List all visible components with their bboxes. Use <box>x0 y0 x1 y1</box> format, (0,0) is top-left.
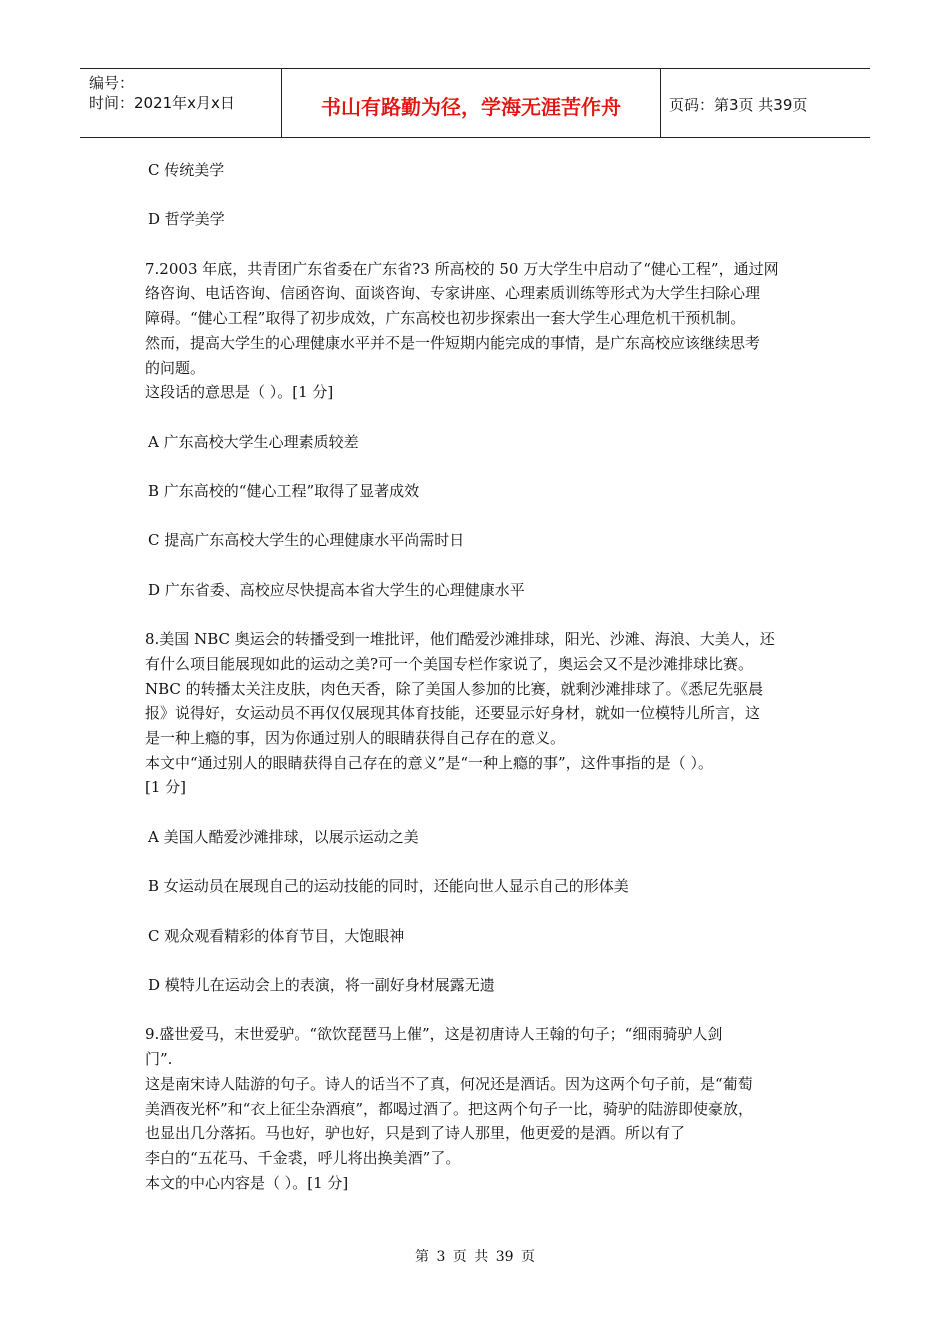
text-line: 的问题。 <box>145 358 206 377</box>
header-motto-cell <box>282 69 661 137</box>
blank-line <box>145 553 825 578</box>
text-line: 本文中“通过别人的眼睛获得自己存在的意义”是“一种上瘾的事”，这件事指的是（ ）。 <box>145 753 713 772</box>
blank-line <box>145 603 825 628</box>
text-line: 也显出几分落拓。马也好，驴也好，只是到了诗人那里，他更爱的是酒。所以有了 <box>145 1124 686 1143</box>
date-label: 时间：2021年x月x日 <box>89 94 235 112</box>
answer-option: C 观众观看精彩的体育节目，大饱眼神 <box>148 926 405 945</box>
answer-option: A 美国人酷爱沙滩排球，以展示运动之美 <box>148 827 419 846</box>
text-line: [1 分] <box>145 778 187 797</box>
motto-text: 书山有路勤为径，学海无涯苦作舟 <box>321 95 621 119</box>
text-line: 美酒夜光杯”和“衣上征尘杂酒痕”，都喝过酒了。把这两个句子一比，骑驴的陆游即使豪放， <box>145 1099 754 1118</box>
answer-option: C 提高广东高校大学生的心理健康水平尚需时日 <box>148 531 465 550</box>
page-footer: 第 3 页 共 39 页 <box>415 1249 535 1265</box>
header-info-cell <box>80 69 282 137</box>
text-line: 这是南宋诗人陆游的句子。诗人的话当不了真，何况还是酒话。因为这两个句子前，是“葡萄 <box>145 1074 753 1093</box>
page-header <box>80 68 870 138</box>
text-line: 然而，提高大学生的心理健康水平并不是一件短期内能完成的事情，是广东高校应该继续思考 <box>145 333 761 352</box>
text-line: 8.美国 NBC 奥运会的转播受到一堆批评，他们酷爱沙滩排球，阳光、沙滩、海浪、大美人，还 <box>145 630 775 649</box>
text-line: 有什么项目能展现如此的运动之美?可一个美国专栏作家说了，奥运会又不是沙滩排球比赛。 <box>145 654 754 673</box>
blank-line <box>145 998 825 1023</box>
text-line: NBC 的转播太关注皮肤，肉色天香，除了美国人参加的比赛，就剩沙滩排球了。《悉尼先驱晨 <box>145 679 764 698</box>
text-line: 门”. <box>145 1050 173 1069</box>
header-page-cell <box>661 69 870 137</box>
blank-line <box>145 183 825 208</box>
blank-line <box>145 850 825 875</box>
answer-option: D 广东省委、高校应尽快提高本省大学生的心理健康水平 <box>148 580 525 599</box>
text-line: 报》说得好，女运动员不再仅仅展现其体育技能，还要显示好身材，就如一位模特儿所言，这 <box>145 704 761 723</box>
answer-option: D 哲学美学 <box>148 210 225 229</box>
text-line: 李白的“五花马、千金裘，呼儿将出换美酒”了。 <box>145 1148 461 1167</box>
document-body <box>145 158 825 1195</box>
answer-option: B 广东高校的“健心工程”取得了显著成效 <box>148 482 420 501</box>
blank-line <box>145 454 825 479</box>
text-line: 9.盛世爱马，末世爱驴。“欲饮琵琶马上催”，这是初唐诗人王翰的句子；“细雨骑驴人剑 <box>145 1025 723 1044</box>
blank-line <box>145 504 825 529</box>
answer-option: B 女运动员在展现自己的运动技能的同时，还能向世人显示自己的形体美 <box>148 877 629 896</box>
answer-option: D 模特儿在运动会上的表演，将一副好身材展露无遗 <box>148 976 495 995</box>
blank-line <box>145 405 825 430</box>
answer-option: A 广东高校大学生心理素质较差 <box>148 432 359 451</box>
blank-line <box>145 232 825 257</box>
text-line: 络咨询、电话咨询、信函咨询、面谈咨询、专家讲座、心理素质训练等形式为大学生扫除心理 <box>145 284 761 303</box>
text-line: 这段话的意思是（ ）。[1 分] <box>145 383 334 402</box>
blank-line <box>145 948 825 973</box>
text-line: 本文的中心内容是（ ）。[1 分] <box>145 1173 349 1192</box>
text-line: 障碍。“健心工程”取得了初步成效，广东高校也初步探索出一套大学生心理危机干预机制。 <box>145 309 746 328</box>
blank-line <box>145 899 825 924</box>
page-number-label: 页码：第3页 共39页 <box>669 96 808 114</box>
blank-line <box>145 800 825 825</box>
code-label: 编号： <box>89 74 135 92</box>
text-line: 是一种上瘾的事，因为你通过别人的眼睛获得自己存在的意义。 <box>145 729 566 748</box>
text-line: 7.2003 年底，共青团广东省委在广东省?3 所高校的 50 万大学生中启动了“健心工程”，通过网 <box>145 259 779 278</box>
answer-option: C 传统美学 <box>148 161 225 179</box>
